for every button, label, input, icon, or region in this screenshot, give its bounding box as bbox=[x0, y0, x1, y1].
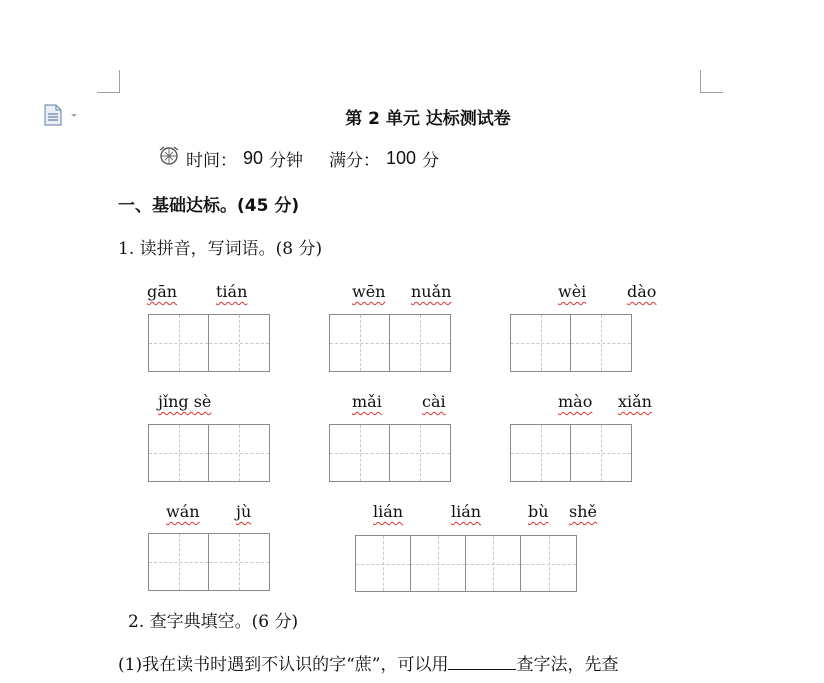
score-unit: 分 bbox=[422, 151, 440, 171]
question-2-prompt: 2. 查字典填空。(6 分) bbox=[128, 612, 299, 632]
writing-grid[interactable] bbox=[510, 314, 632, 372]
pinyin-label: mǎi bbox=[352, 392, 382, 411]
score-label: 满分： bbox=[329, 151, 381, 171]
writing-grid[interactable] bbox=[329, 424, 451, 482]
pinyin-label: cài bbox=[422, 392, 446, 411]
pinyin-label: wēn bbox=[352, 282, 386, 301]
item-1-text-before: (1)我在读书时遇到不认识的字“蔗”，可以用 bbox=[118, 655, 449, 675]
item-1-text-after: 查字法，先查 bbox=[516, 655, 619, 675]
pinyin-label: wán bbox=[166, 502, 200, 521]
pinyin-label: nuǎn bbox=[411, 282, 452, 301]
pinyin-label: lián bbox=[373, 502, 404, 521]
section-heading: 一、基础达标。(45 分) bbox=[118, 196, 300, 216]
pinyin-label: shě bbox=[569, 502, 597, 521]
writing-grid[interactable] bbox=[148, 314, 270, 372]
writing-grid[interactable] bbox=[148, 533, 270, 591]
time-label: 时间： bbox=[186, 151, 237, 171]
page-corner-mark-right bbox=[700, 70, 723, 93]
page-title: 第 2 单元 达标测试卷 bbox=[345, 109, 511, 129]
time-value: 90 bbox=[243, 148, 264, 168]
page-corner-mark-left bbox=[97, 70, 120, 93]
answer-blank[interactable] bbox=[448, 653, 516, 670]
question-2-item-1 bbox=[118, 650, 618, 675]
clock-icon bbox=[158, 146, 180, 171]
pinyin-label: wèi bbox=[558, 282, 587, 301]
writing-grid[interactable] bbox=[148, 424, 270, 482]
pinyin-label: jù bbox=[236, 502, 252, 521]
score-value: 100 bbox=[386, 148, 417, 168]
time-unit: 分钟 bbox=[269, 151, 304, 171]
pinyin-label: lián bbox=[451, 502, 482, 521]
pinyin-label: gān bbox=[147, 282, 178, 301]
writing-grid[interactable] bbox=[329, 314, 451, 372]
exam-meta bbox=[158, 146, 439, 171]
pinyin-label: jǐng sè bbox=[158, 392, 212, 411]
writing-grid[interactable] bbox=[355, 535, 577, 592]
pinyin-label: xiǎn bbox=[618, 392, 652, 411]
pinyin-label: bù bbox=[528, 502, 549, 521]
pinyin-label: dào bbox=[627, 282, 657, 301]
pinyin-label: mào bbox=[558, 392, 593, 411]
pinyin-label: tián bbox=[216, 282, 248, 301]
question-1-prompt: 1. 读拼音，写词语。(8 分) bbox=[118, 239, 323, 259]
writing-grid[interactable] bbox=[510, 424, 632, 482]
